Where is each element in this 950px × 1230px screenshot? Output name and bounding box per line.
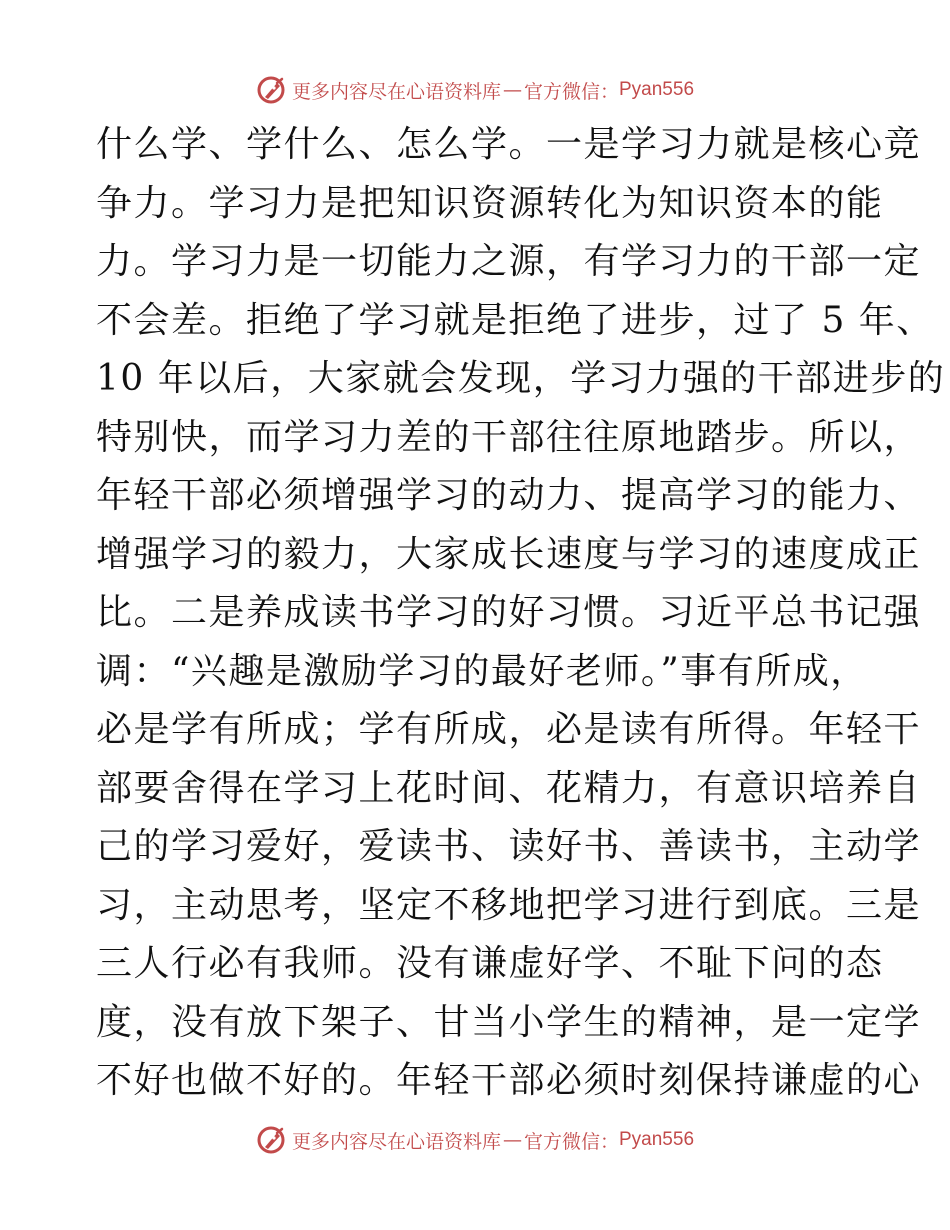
- header-banner: [0, 72, 950, 108]
- header-site-text: 更多内容尽在心语资料库: [291, 80, 501, 103]
- body-line: 调：“兴趣是激励学习的最好老师。”事有所成，: [96, 650, 868, 692]
- body-line: 度，没有放下架子、甘当小学生的精神，是一定学: [96, 1001, 922, 1043]
- body-line: 什么学、学什么、怎么学。一是学习力就是核心竞: [96, 124, 922, 165]
- footer-site-text: 更多内容尽在心语资料库: [291, 1130, 501, 1153]
- pen-nib-circle-icon: [256, 1124, 288, 1156]
- document-body: [96, 116, 946, 1111]
- body-line: 习，主动思考，坚定不移地把学习进行到底。三是: [96, 884, 922, 926]
- footer-separator: —: [502, 1129, 522, 1151]
- header-separator: —: [502, 79, 522, 101]
- body-line: 必是学有所成；学有所成，必是读有所得。年轻干: [96, 709, 922, 750]
- body-line: 年轻干部必须增强学习的动力、提高学习的能力、: [96, 475, 922, 516]
- body-line: 不好也做不好的。年轻干部必须时刻保持谦虚的心: [96, 1060, 922, 1101]
- body-line: 10 年以后，大家就会发现，学习力强的干部进步的: [96, 358, 946, 399]
- header-wechat-id: Pyan556: [619, 79, 695, 100]
- body-line: 己的学习爱好，爱读书、读好书、善读书，主动学: [96, 826, 922, 867]
- footer-wechat-id: Pyan556: [619, 1129, 695, 1150]
- footer-banner: [0, 1122, 950, 1158]
- header-wechat-label: 官方微信：: [523, 80, 619, 103]
- body-line: 不会差。拒绝了学习就是拒绝了进步，过了 5 年、: [96, 299, 934, 341]
- pen-nib-circle-icon: [256, 74, 288, 106]
- body-line: 增强学习的毅力，大家成长速度与学习的速度成正: [96, 533, 922, 575]
- footer-wechat-label: 官方微信：: [523, 1130, 619, 1153]
- body-line: 力。学习力是一切能力之源，有学习力的干部一定: [96, 241, 922, 282]
- body-line: 特别快，而学习力差的干部往往原地踏步。所以，: [96, 416, 922, 458]
- body-line: 比。二是养成读书学习的好习惯。习近平总书记强: [96, 592, 922, 633]
- body-line: 部要舍得在学习上花时间、花精力，有意识培养自: [96, 767, 922, 809]
- body-line: 三人行必有我师。没有谦虚好学、不耻下问的态: [96, 943, 884, 984]
- body-line: 争力。学习力是把知识资源转化为知识资本的能: [96, 182, 884, 224]
